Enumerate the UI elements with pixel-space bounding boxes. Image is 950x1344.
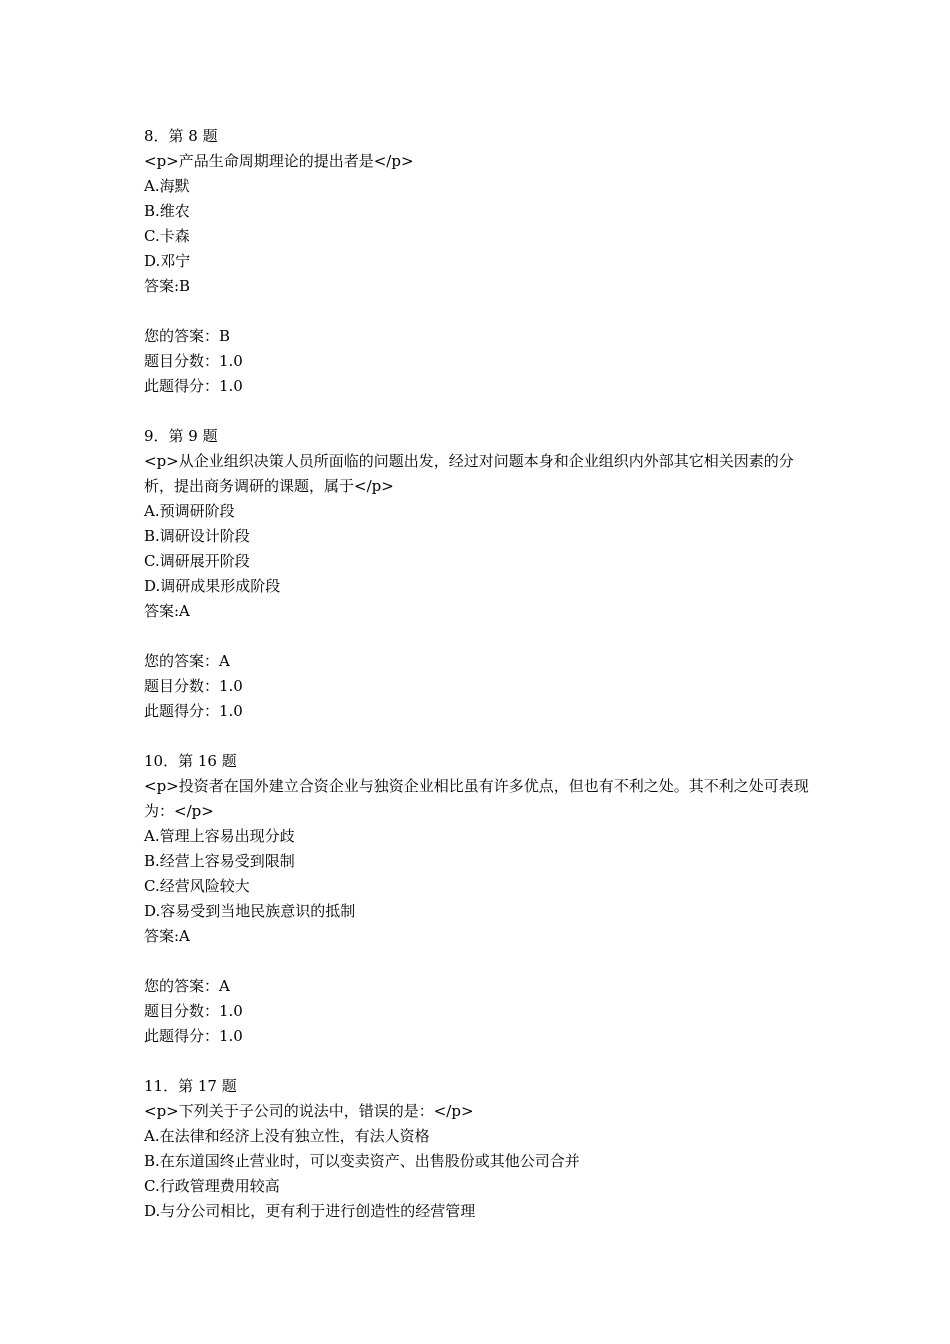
your-answer: 您的答案：B <box>144 327 231 345</box>
correct-answer: 答案:A <box>144 602 190 620</box>
option-b: B.维农 <box>144 202 190 220</box>
your-answer: 您的答案：A <box>144 652 230 670</box>
question-block <box>144 124 814 424</box>
option-a: A.在法律和经济上没有独立性，有法人资格 <box>144 1127 430 1145</box>
spacer <box>144 399 814 424</box>
question-score: 题目分数：1.0 <box>144 352 243 370</box>
option-c: C.调研展开阶段 <box>144 552 250 570</box>
spacer <box>144 724 814 749</box>
option-b: B.调研设计阶段 <box>144 527 250 545</box>
option-a: A.预调研阶段 <box>144 502 235 520</box>
question-block <box>144 749 814 1074</box>
question-heading: 8．第 8 题 <box>144 127 218 145</box>
question-heading: 11．第 17 题 <box>144 1077 237 1095</box>
question-score: 题目分数：1.0 <box>144 677 243 695</box>
spacer <box>144 949 814 974</box>
option-b: B.在东道国终止营业时，可以变卖资产、出售股份或其他公司合并 <box>144 1152 580 1170</box>
question-score: 题目分数：1.0 <box>144 1002 243 1020</box>
question-stem: <p>产品生命周期理论的提出者是</p> <box>144 152 414 170</box>
correct-answer: 答案:A <box>144 927 190 945</box>
question-block <box>144 1074 814 1224</box>
question-heading: 9．第 9 题 <box>144 427 218 445</box>
option-c: C.行政管理费用较高 <box>144 1177 280 1195</box>
question-stem: <p>下列关于子公司的说法中，错误的是：</p> <box>144 1102 474 1120</box>
option-d: D.容易受到当地民族意识的抵制 <box>144 902 356 920</box>
option-c: C.卡森 <box>144 227 190 245</box>
option-b: B.经营上容易受到限制 <box>144 852 295 870</box>
earned-score: 此题得分：1.0 <box>144 377 243 395</box>
question-heading: 10．第 16 题 <box>144 752 237 770</box>
option-c: C.经营风险较大 <box>144 877 250 895</box>
document-page <box>144 124 814 1224</box>
option-d: D.邓宁 <box>144 252 191 270</box>
option-a: A.管理上容易出现分歧 <box>144 827 295 845</box>
question-stem: <p>从企业组织决策人员所面临的问题出发，经过对问题本身和企业组织内外部其它相关因素的分析，提出商务调研的课题，属于</p> <box>144 452 794 495</box>
option-a: A.海默 <box>144 177 190 195</box>
question-stem: <p>投资者在国外建立合资企业与独资企业相比虽有许多优点，但也有不利之处。其不利之处可表现为：</p> <box>144 777 809 820</box>
your-answer: 您的答案：A <box>144 977 230 995</box>
spacer <box>144 299 814 324</box>
earned-score: 此题得分：1.0 <box>144 1027 243 1045</box>
option-d: D.与分公司相比，更有利于进行创造性的经营管理 <box>144 1202 476 1220</box>
earned-score: 此题得分：1.0 <box>144 702 243 720</box>
spacer <box>144 624 814 649</box>
correct-answer: 答案:B <box>144 277 191 295</box>
option-d: D.调研成果形成阶段 <box>144 577 281 595</box>
spacer <box>144 1049 814 1074</box>
question-block <box>144 424 814 749</box>
